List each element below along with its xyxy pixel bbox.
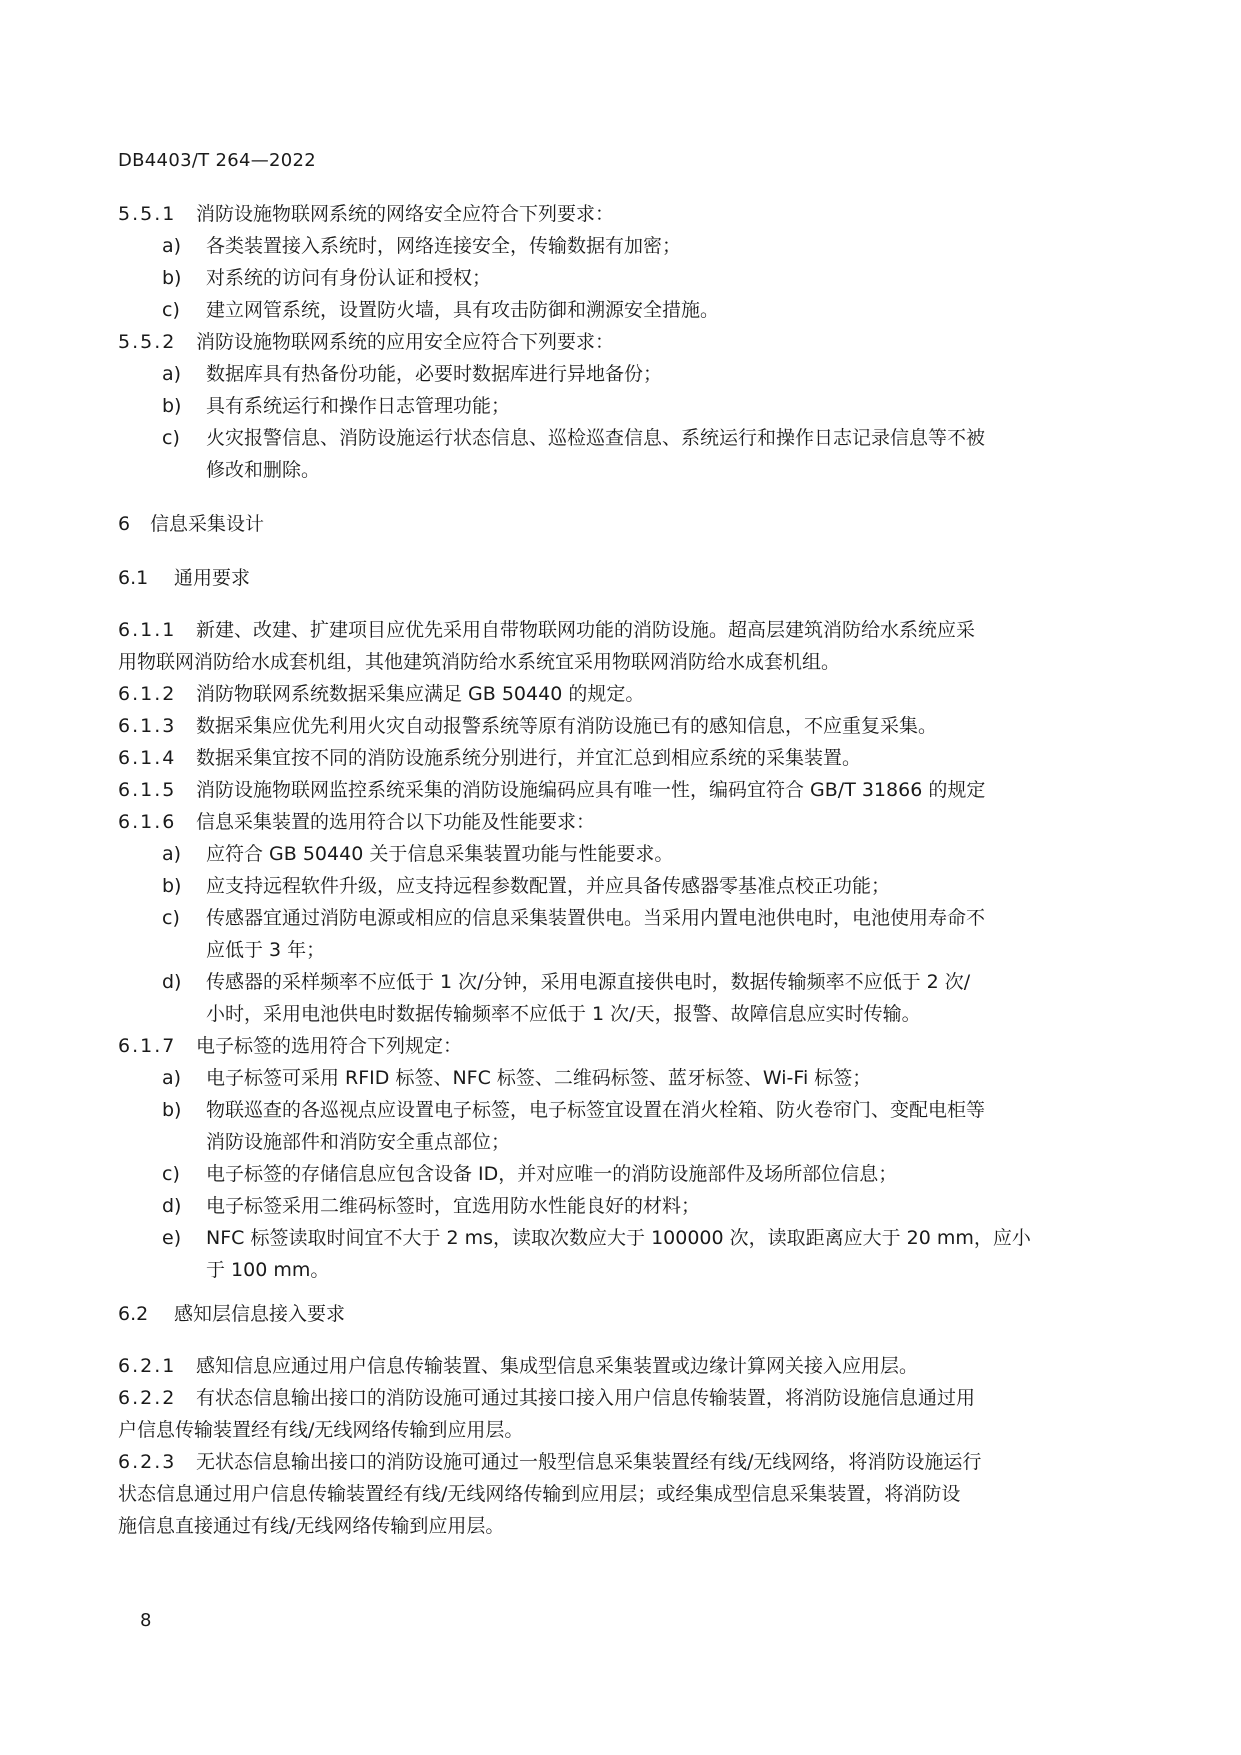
- clause-number: 6.2.1: [118, 1355, 177, 1377]
- clause-6-1-5: [118, 774, 1096, 806]
- list-item: [118, 1062, 1096, 1094]
- clause-6-1-7: [118, 1030, 1096, 1062]
- clause-text: 信息采集装置的选用符合以下功能及性能要求：: [196, 811, 596, 833]
- clause-number: 6.1.2: [118, 683, 177, 705]
- clause-6-2-3: [118, 1446, 1096, 1478]
- list-item: [118, 1094, 1096, 1126]
- list-marker: a): [162, 1067, 182, 1089]
- list-item: [118, 358, 1096, 390]
- list-marker: e): [162, 1227, 182, 1249]
- list-marker: d): [162, 971, 182, 993]
- list-item-continuation: 应低于 3 年；: [206, 939, 326, 961]
- clause-text: 有状态信息输出接口的消防设施可通过其接口接入用户信息传输装置，将消防设施信息通过用: [196, 1387, 976, 1409]
- heading-number: 6.2: [118, 1303, 149, 1325]
- clause-text: 数据采集应优先利用火灾自动报警系统等原有消防设施已有的感知信息，不应重复采集。: [196, 715, 938, 737]
- list-marker: c): [162, 907, 180, 929]
- list-item-text: NFC 标签读取时间宜不大于 2 ms，读取次数应大于 100000 次，读取距离应大于 20 mm，应小: [206, 1227, 1031, 1249]
- list-marker: b): [162, 395, 182, 417]
- list-item-text: 各类装置接入系统时，网络连接安全，传输数据有加密；: [206, 235, 682, 257]
- list-item-continuation: 消防设施部件和消防安全重点部位；: [206, 1131, 511, 1153]
- list-item-text: 物联巡查的各巡视点应设置电子标签，电子标签宜设置在消火栓箱、防火卷帘门、变配电柜等: [206, 1099, 986, 1121]
- list-marker: c): [162, 427, 180, 449]
- list-item: [118, 966, 1096, 998]
- clause-number: 6.2.2: [118, 1387, 177, 1409]
- list-marker: a): [162, 235, 182, 257]
- clause-text: 消防物联网系统数据采集应满足 GB 50440 的规定。: [196, 683, 645, 705]
- list-item: [118, 870, 1096, 902]
- list-marker: c): [162, 299, 180, 321]
- list-marker: a): [162, 843, 182, 865]
- list-item-text: 具有系统运行和操作日志管理功能；: [206, 395, 511, 417]
- clause-number: 5.5.2: [118, 331, 177, 353]
- heading-text: 通用要求: [174, 567, 251, 589]
- heading-number: 6.1: [118, 567, 149, 589]
- clause-6-2-1: [118, 1350, 1096, 1382]
- clause-6-1-3: [118, 710, 1096, 742]
- list-item-text: 火灾报警信息、消防设施运行状态信息、巡检巡查信息、系统运行和操作日志记录信息等不被: [206, 427, 986, 449]
- clause-text: 新建、改建、扩建项目应优先采用自带物联网功能的消防设施。超高层建筑消防给水系统应采: [196, 619, 976, 641]
- list-item: [118, 262, 1096, 294]
- list-item-text: 数据库具有热备份功能，必要时数据库进行异地备份；: [206, 363, 663, 385]
- clause-number: 6.1.1: [118, 619, 177, 641]
- clause-number: 6.1.6: [118, 811, 177, 833]
- clause-6-1-1: [118, 614, 1096, 646]
- list-item: [118, 902, 1096, 934]
- list-item-continuation: 于 100 mm。: [206, 1259, 330, 1281]
- list-marker: d): [162, 1195, 182, 1217]
- page-number: 8: [140, 1610, 152, 1631]
- clause-number: 6.1.3: [118, 715, 177, 737]
- list-item: [118, 1222, 1096, 1254]
- list-item-text: 电子标签采用二维码标签时，宜选用防水性能良好的材料；: [206, 1195, 701, 1217]
- clause-number: 6.1.7: [118, 1035, 177, 1057]
- list-marker: b): [162, 267, 182, 289]
- clause-5-5-1: [118, 198, 1096, 230]
- document-code: DB4403/T 264—2022: [118, 150, 317, 171]
- clause-text: 感知信息应通过用户信息传输装置、集成型信息采集装置或边缘计算网关接入应用层。: [196, 1355, 919, 1377]
- clause-continuation: 户信息传输装置经有线/无线网络传输到应用层。: [118, 1419, 524, 1441]
- section-heading-6-2: [118, 1298, 1096, 1330]
- heading-text: 信息采集设计: [150, 513, 265, 535]
- list-item: [118, 390, 1096, 422]
- clause-continuation: 用物联网消防给水成套机组，其他建筑消防给水系统宜采用物联网消防给水成套机组。: [118, 651, 841, 673]
- clause-6-1-2: [118, 678, 1096, 710]
- clause-text: 无状态信息输出接口的消防设施可通过一般型信息采集装置经有线/无线网络，将消防设施运行: [196, 1451, 982, 1473]
- list-item-text: 电子标签可采用 RFID 标签、NFC 标签、二维码标签、蓝牙标签、Wi-Fi 标签；: [206, 1067, 872, 1089]
- clause-number: 6.1.5: [118, 779, 177, 801]
- list-item-text: 传感器的采样频率不应低于 1 次/分钟，采用电源直接供电时，数据传输频率不应低于 2 次/: [206, 971, 971, 993]
- list-item: [118, 1190, 1096, 1222]
- list-marker: b): [162, 875, 182, 897]
- clause-number: 5.5.1: [118, 203, 177, 225]
- section-heading-6-1: [118, 562, 1096, 594]
- clause-6-1-6: [118, 806, 1096, 838]
- clause-text: 数据采集宜按不同的消防设施系统分别进行，并宜汇总到相应系统的采集装置。: [196, 747, 862, 769]
- clause-6-2-2: [118, 1382, 1096, 1414]
- list-item-text: 传感器宜通过消防电源或相应的信息采集装置供电。当采用内置电池供电时，电池使用寿命不: [206, 907, 986, 929]
- chapter-heading-6: [118, 508, 1096, 540]
- clause-number: 6.1.4: [118, 747, 177, 769]
- list-item-text: 建立网管系统，设置防火墙，具有攻击防御和溯源安全措施。: [206, 299, 720, 321]
- list-item: [118, 838, 1096, 870]
- clause-text: 消防设施物联网系统的网络安全应符合下列要求：: [196, 203, 615, 225]
- clause-continuation: 状态信息通过用户信息传输装置经有线/无线网络传输到应用层；或经集成型信息采集装置，将消防设: [118, 1483, 961, 1505]
- list-item-text: 电子标签的存储信息应包含设备 ID，并对应唯一的消防设施部件及场所部位信息；: [206, 1163, 898, 1185]
- heading-text: 感知层信息接入要求: [174, 1303, 346, 1325]
- list-item: [118, 294, 1096, 326]
- list-item-text: 应符合 GB 50440 关于信息采集装置功能与性能要求。: [206, 843, 674, 865]
- list-item-continuation: 小时，采用电池供电时数据传输频率不应低于 1 次/天，报警、故障信息应实时传输。: [206, 1003, 921, 1025]
- document-body: [118, 198, 1096, 1542]
- clause-6-1-4: [118, 742, 1096, 774]
- heading-number: 6: [118, 513, 131, 535]
- list-item: [118, 1158, 1096, 1190]
- clause-text: 消防设施物联网监控系统采集的消防设施编码应具有唯一性，编码宜符合 GB/T 31866 的规定: [196, 779, 986, 801]
- list-item-continuation: 修改和删除。: [206, 459, 321, 481]
- list-item: [118, 422, 1096, 454]
- list-item-text: 应支持远程软件升级，应支持远程参数配置，并应具备传感器零基准点校正功能；: [206, 875, 891, 897]
- clause-number: 6.2.3: [118, 1451, 177, 1473]
- list-marker: c): [162, 1163, 180, 1185]
- clause-5-5-2: [118, 326, 1096, 358]
- list-marker: a): [162, 363, 182, 385]
- list-item: [118, 230, 1096, 262]
- clause-continuation: 施信息直接通过有线/无线网络传输到应用层。: [118, 1515, 505, 1537]
- list-item-text: 对系统的访问有身份认证和授权；: [206, 267, 492, 289]
- list-marker: b): [162, 1099, 182, 1121]
- clause-text: 消防设施物联网系统的应用安全应符合下列要求：: [196, 331, 615, 353]
- clause-text: 电子标签的选用符合下列规定：: [196, 1035, 463, 1057]
